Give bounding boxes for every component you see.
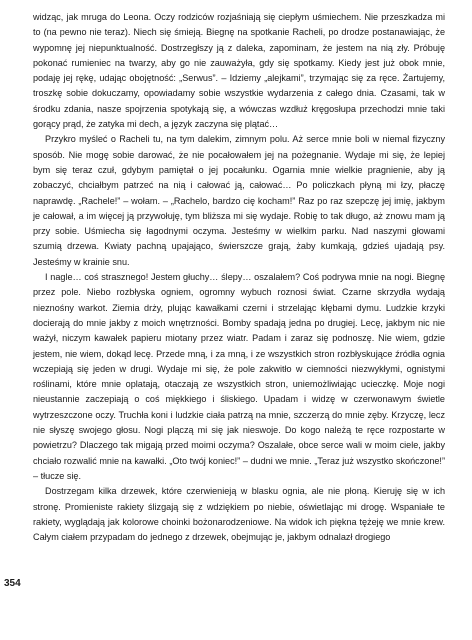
page-body — [33, 10, 445, 545]
paragraph-3: I nagle… coś strasznego! Jestem głuchy… ślepy… oszalałem? Coś podrywa mnie na nogi. Biegnę przez pole. Niebo rozbłyska ogniem, ogromny wybuch roznosi świat. Czarne skrzydła wydają nieznośny warkot. Ziemia drży, plując kawałkami czerni i strzelając kłębami dymu. Ludzkie krzyki docierają do mnie jakby z moich wnętrzności. Bomby spadają jedna po drugiej. Lecę, jakbym nic nie ważył, niczym kawałek papieru miotany przez wiatr. Padam i zaraz się podnoszę. Nie wiem, gdzie jestem, nie wiem, dokąd lecę. Przede mną, i za mną, i ze wszystkich stron rozbłyskujące źródła ognia wczepiają się jeden w drugi. Wydaje mi się, że pole zakwitło w ciemności niezwykłymi, ognistymi roślinami, które mnie oplatają, otaczają ze wszystkich stron, uniemożliwiając ucieczkę. Moje nogi nieustannie zaczepiają o coś miękkiego i śliskiego. Upadam i widzę w czerwonawym świetle wytrzeszczone oczy. Truchła koni i ludzkie ciała patrzą na mnie, szczerzą do mnie zęby. Krzyczę, lecz nie słyszę swojego głosu. Nogi plączą mi się jak nieswoje. Do kogo należą te ręce rozpostarte w powietrzu? Dlaczego tak migają przed moimi oczyma? Oszalałe, obce serce wali w moim ciele, jakby chciało rozwalić mnie na kawałki. „Oto twój koniec!” – dudni we mnie. „Teraz już wszystko skończone!” – tłucze się. — [33, 272, 445, 481]
page-number: 354 — [4, 578, 21, 589]
paragraph-1: widząc, jak mruga do Leona. Oczy rodziców rozjaśniają się ciepłym uśmiechem. Nie przeszkadza mi to (na pewno nie teraz). Niech się śmieją. Biegnę na spotkanie Racheli, po drodze postanawiając, że wypomnę jej niepunktualność. Dostrzegłszy ją z daleka, zapominam, że jestem na nią zły. Próbuję pokonać rumieniec na twarzy, aby go nie zauważyła, gdy się spotkamy. Kiedy jest już obok mnie, podaję jej rękę, udając obojętność: „Serwus”. – Idziemy „alejkami”, trzymając się za ręce. Żartujemy, troszkę sobie dokuczamy, opowiadamy sobie wszystkie wydarzenia z całego dnia. Czasami, tak w środku zdania, nasze spojrzenia spotykają się, a wówczas wzdłuż kręgosłupa przechodzi mnie taki gorący prąd, że zatyka mi dech, a język zaczyna się plątać… — [33, 12, 445, 130]
paragraph-4: Dostrzegam kilka drzewek, które czerwienieją w blasku ognia, ale nie płoną. Kieruję się w ich stronę. Promieniste rakiety ślizgają się z wdziękiem po niebie, oświetlając mi drogę. Wspaniałe te rakiety, wyglądają jak kolorowe choinki bożonarodzeniowe. Na widok ich piękna tężeję we mnie krew. Całym ciałem przypadam do jednego z drzewek, obejmując je, jakbym odnalazł drogiego — [33, 486, 445, 543]
paragraph-2: Przykro myśleć o Racheli tu, na tym dalekim, zimnym polu. Aż serce mnie boli w niemal fizyczny sposób. Nie mogę sobie darować, że nie pocałowałem jej na pożegnanie. Wydaje mi się, że lepiej bym się teraz czuł, gdybym pamiętał o jej pocałunku. Ogarnia mnie wielkie pragnienie, aby ją zobaczyć, chciałbym patrzeć na nią i całować ją, całować… Po policzkach płyną mi łzy, płaczę naprawdę. „Rachele!” – wołam. – „Rachelo, bardzo cię kocham!” Raz po raz szepczę jej imię, jakbym je całował, a im więcej ją przywołuję, tym bliższa mi się wydaje. Robię to tak długo, aż znowu mam ją przy sobie. Uśmiecha się łagodnymi oczyma. Jesteśmy w wielkim parku. Nad naszymi głowami szumią drzewa. Kwiaty pachną upajająco, świerszcze grają, żaby kumkają, gdzieś ujadają psy. Jesteśmy w krainie snu. — [33, 134, 445, 267]
